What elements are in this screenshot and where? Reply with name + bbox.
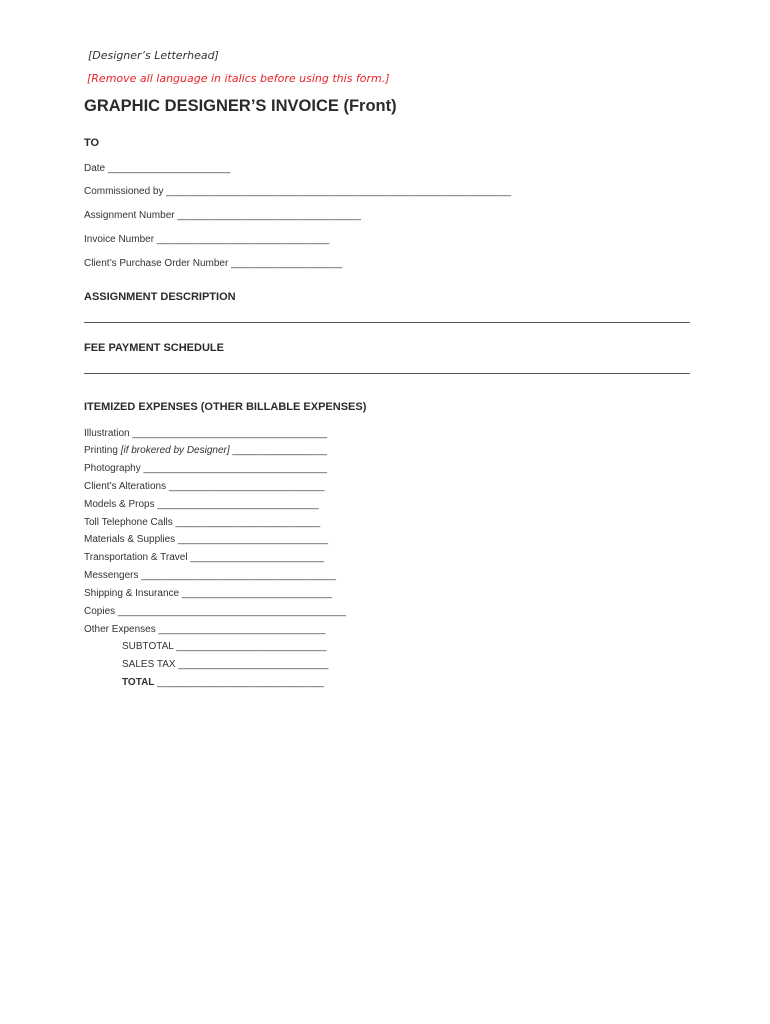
page-title: GRAPHIC DESIGNER’S INVOICE (Front) xyxy=(84,97,397,115)
expense-photography-field[interactable]: Photography _________________________________ xyxy=(84,463,328,474)
expense-other-field[interactable]: Other Expenses ______________________________ xyxy=(84,624,326,635)
total-field[interactable] xyxy=(122,677,324,688)
printing-note: [if brokered by Designer] xyxy=(120,445,230,456)
total-label: TOTAL xyxy=(122,677,155,688)
expense-toll-calls-field[interactable]: Toll Telephone Calls __________________________ xyxy=(84,517,321,528)
subtotal-field[interactable]: SUBTOTAL ___________________________ xyxy=(122,641,327,652)
expense-materials-field[interactable]: Materials & Supplies ___________________________ xyxy=(84,534,329,545)
letterhead-placeholder: [Designer’s Letterhead] xyxy=(88,49,219,62)
assignment-number-field[interactable]: Assignment Number _________________________________ xyxy=(84,210,361,221)
total-line: ______________________________ xyxy=(154,677,325,688)
expense-illustration-field[interactable]: Illustration ___________________________________ xyxy=(84,428,328,439)
itemized-expenses-heading: ITEMIZED EXPENSES (OTHER BILLABLE EXPENSES) xyxy=(84,401,367,413)
expense-printing-field[interactable] xyxy=(84,445,327,456)
assignment-description-heading: ASSIGNMENT DESCRIPTION xyxy=(84,291,236,303)
date-field[interactable]: Date ______________________ xyxy=(84,163,231,174)
assignment-description-line[interactable] xyxy=(84,322,690,323)
expense-transportation-field[interactable]: Transportation & Travel ________________________ xyxy=(84,552,324,563)
expense-copies-field[interactable]: Copies _________________________________________ xyxy=(84,606,346,617)
printing-label: Printing xyxy=(84,445,121,456)
expense-messengers-field[interactable]: Messengers ___________________________________ xyxy=(84,570,336,581)
italics-removal-note: [Remove all language in italics before using this form.] xyxy=(87,72,390,85)
expense-models-props-field[interactable]: Models & Props _____________________________ xyxy=(84,499,319,510)
fee-payment-heading: FEE PAYMENT SCHEDULE xyxy=(84,342,224,354)
printing-line: _________________ xyxy=(229,445,327,456)
expense-alterations-field[interactable]: Client’s Alterations ____________________________ xyxy=(84,481,325,492)
invoice-number-field[interactable]: Invoice Number _______________________________ xyxy=(84,234,330,245)
expense-shipping-field[interactable]: Shipping & Insurance ___________________________ xyxy=(84,588,333,599)
to-heading: TO xyxy=(84,137,100,149)
purchase-order-field[interactable]: Client’s Purchase Order Number ____________________ xyxy=(84,258,343,269)
commissioned-by-field[interactable]: Commissioned by ______________________________________________________________ xyxy=(84,186,512,197)
fee-payment-line[interactable] xyxy=(84,373,690,374)
sales-tax-field[interactable]: SALES TAX ___________________________ xyxy=(122,659,329,670)
